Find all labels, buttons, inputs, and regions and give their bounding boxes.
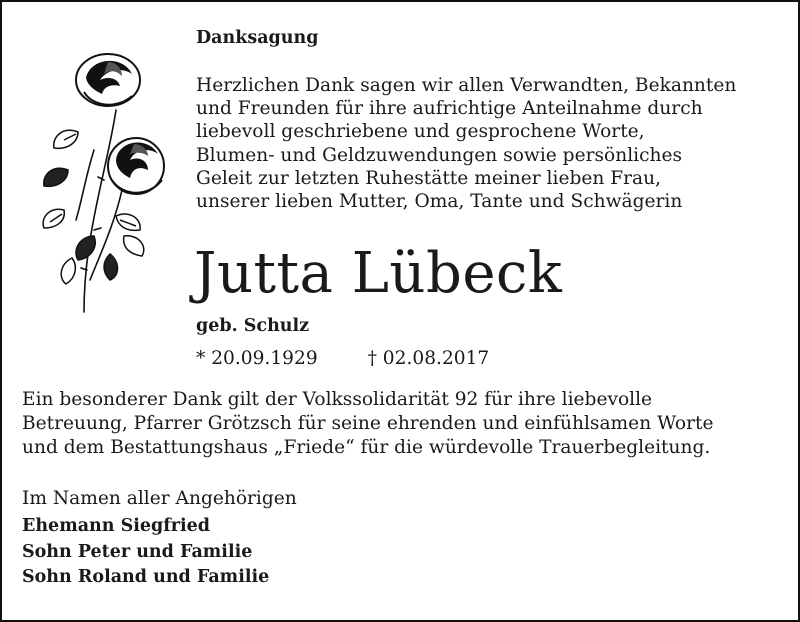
intro-line: liebevoll geschriebene und gesprochene Worte, [196, 121, 645, 143]
intro-line: Herzlichen Dank sagen wir allen Verwandten, Bekannten [196, 75, 737, 96]
roses-illustration [24, 40, 184, 320]
heading: Danksagung [196, 28, 319, 48]
thanks-text [22, 388, 713, 460]
signature-intro: Im Namen aller Angehörigen [22, 488, 297, 509]
intro-text [196, 74, 736, 213]
signature-name: Sohn Roland und Familie [22, 567, 270, 588]
thanks-line: Ein besonderer Dank gilt der Volkssolidarität 92 für ihre liebevolle [22, 389, 653, 410]
signature-list [22, 514, 269, 591]
intro-line: unserer lieben Mutter, Oma, Tante und Schwägerin [196, 191, 683, 213]
life-dates [196, 348, 489, 369]
rose-bottom-icon [108, 138, 164, 194]
death-date: † 02.08.2017 [367, 348, 490, 369]
intro-line: Geleit zur letzten Ruhestätte meiner lieben Frau, [196, 167, 662, 189]
thanks-line: und dem Bestattungshaus „Friede“ für die würdevolle Trauerbegleitung. [22, 437, 711, 458]
intro-line: und Freunden für ihre aufrichtige Anteilnahme durch [196, 98, 703, 120]
rose-top-icon [76, 54, 140, 106]
intro-line: Blumen- und Geldzuwendungen sowie persönliches [196, 144, 683, 166]
deceased-name: Jutta Lübeck [194, 241, 563, 306]
signature-name: Sohn Peter und Familie [22, 541, 253, 562]
birth-date: * 20.09.1929 [196, 348, 318, 369]
thanks-line: Betreuung, Pfarrer Grötzsch für seine ehrenden und einfühlsamen Worte [22, 413, 714, 434]
maiden-name: geb. Schulz [196, 316, 310, 336]
signature-name: Ehemann Siegfried [22, 516, 211, 536]
